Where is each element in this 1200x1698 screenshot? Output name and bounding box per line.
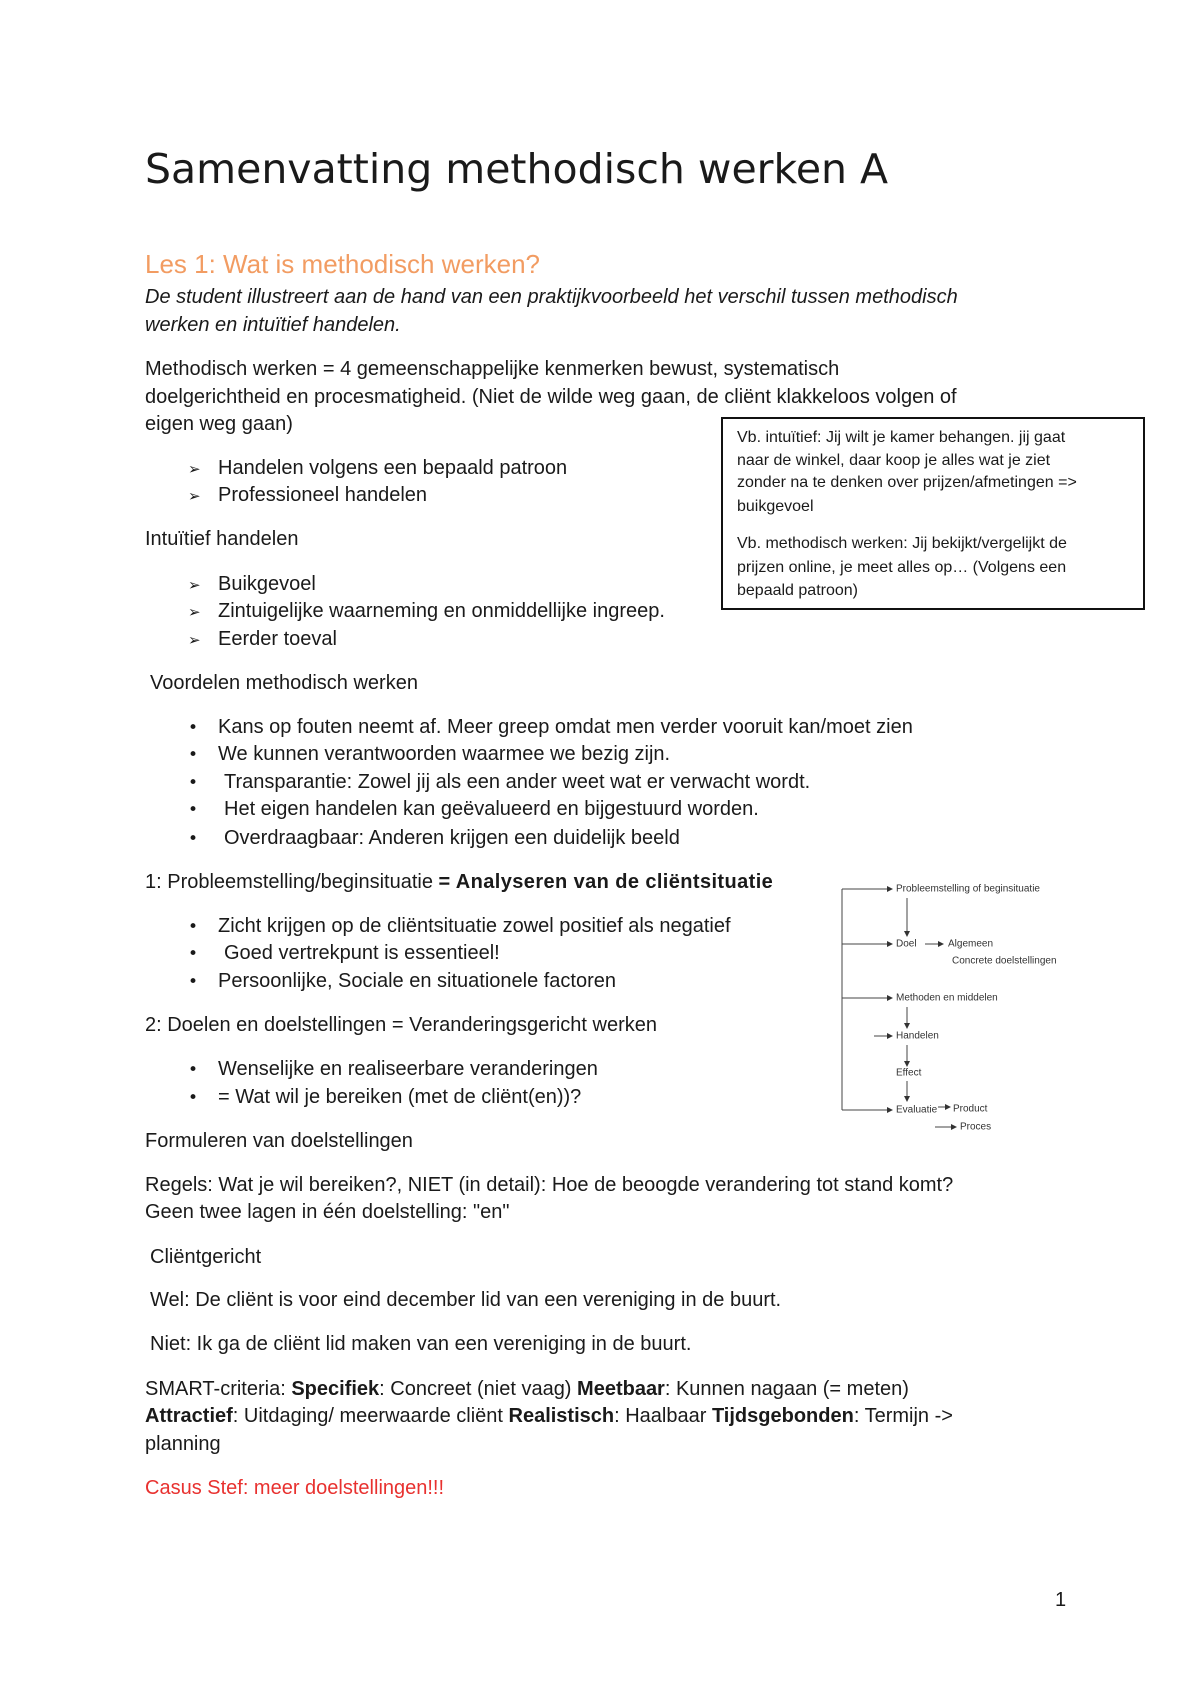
list-item <box>188 740 670 769</box>
definition-line: doelgerichtheid en procesmatigheid. (Niet de wilde weg gaan, de cliënt klakkeloos volgen of <box>145 386 957 408</box>
diagram-label-handelen: Handelen <box>896 1030 939 1042</box>
smart-text: : Kunnen nagaan (= meten) <box>664 1378 909 1400</box>
list-item-text: Eerder toeval <box>218 628 337 650</box>
smart-text: : Termijn -> <box>853 1405 953 1427</box>
diagram-label-effect: Effect <box>896 1067 922 1079</box>
list-item-text: Transparantie: Zowel jij als een ander weet wat er verwacht wordt. <box>224 771 811 793</box>
list-item <box>188 824 680 853</box>
example-line: Vb. methodisch werken: Jij bekijkt/vergelijkt de <box>737 535 1067 552</box>
list-item-text: Handelen volgens een bepaald patroon <box>218 457 568 479</box>
list-item-text: = Wat wil je bereiken (met de cliënt(en))? <box>218 1086 582 1108</box>
list-item-text: Kans op fouten neemt af. Meer greep omdat men verder vooruit kan/moet zien <box>218 716 913 738</box>
step1-label: 1: Probleemstelling/beginsituatie <box>145 871 439 893</box>
dot-bullet-icon: • <box>188 1060 199 1080</box>
dot-bullet-icon: • <box>188 718 199 738</box>
smart-term: Tijdsgebonden <box>711 1405 854 1427</box>
arrow-bullet-icon: ➢ <box>188 460 201 478</box>
section-label: Cliëntgericht <box>150 1246 262 1268</box>
smart-text: : Uitdaging/ meerwaarde cliënt <box>232 1405 509 1427</box>
objective-line: werken en intuïtief handelen. <box>145 314 401 336</box>
list-item-text: We kunnen verantwoorden waarmee we bezig zijn. <box>218 743 671 765</box>
smart-text: : Concreet (niet vaag) <box>379 1378 578 1400</box>
dot-bullet-icon: • <box>188 917 199 937</box>
list-item <box>188 768 810 797</box>
diagram-label-probleemstelling: Probleemstelling of beginsituatie <box>896 883 1040 895</box>
diagram-label-concreet: Concrete doelstellingen <box>952 955 1057 967</box>
list-item <box>188 795 759 824</box>
smart-term: Specifiek <box>291 1378 380 1400</box>
list-item <box>188 570 316 599</box>
dot-bullet-icon: • <box>188 773 199 793</box>
dot-bullet-icon: • <box>188 1088 199 1108</box>
example-callout-box <box>721 417 1145 610</box>
list-item <box>188 967 616 996</box>
lesson-heading: Les 1: Wat is methodisch werken? <box>145 249 540 279</box>
page-number: 1 <box>1055 1589 1067 1611</box>
smart-text: : Haalbaar <box>614 1405 712 1427</box>
list-item-text: Goed vertrekpunt is essentieel! <box>224 942 500 964</box>
step1-bold-label: = Analyseren van de cliëntsituatie <box>438 871 774 893</box>
list-item <box>188 454 567 483</box>
diagram-label-algemeen: Algemeen <box>948 938 994 950</box>
list-item <box>188 1055 598 1084</box>
dot-bullet-icon: • <box>188 800 199 820</box>
dot-bullet-icon: • <box>188 745 199 765</box>
smart-line: planning <box>145 1433 221 1455</box>
rules-line: Geen twee lagen in één doelstelling: "en" <box>145 1201 510 1223</box>
objective-line: De student illustreert aan de hand van een praktijkvoorbeeld het verschil tussen methodisch <box>145 286 958 308</box>
list-item-text: Zicht krijgen op de cliëntsituatie zowel positief als negatief <box>218 915 731 937</box>
definition-line: Methodisch werken = 4 gemeenschappelijke kenmerken bewust, systematisch <box>145 358 840 380</box>
step2-heading: 2: Doelen en doelstellingen = Veranderingsgericht werken <box>145 1014 658 1036</box>
process-diagram <box>830 870 1090 1140</box>
list-item <box>188 1083 581 1112</box>
arrow-bullet-icon: ➢ <box>188 631 201 649</box>
example-line: Vb. intuïtief: Jij wilt je kamer behangen. jij gaat <box>737 429 1066 446</box>
example-line: naar de winkel, daar koop je alles wat je ziet <box>737 452 1051 469</box>
list-item-text: Zintuigelijke waarneming en onmiddellijke ingreep. <box>218 600 665 622</box>
section-label: Intuïtief handelen <box>145 528 299 550</box>
dot-bullet-icon: • <box>188 944 199 964</box>
diagram-label-methoden: Methoden en middelen <box>896 992 998 1004</box>
smart-intro: SMART-criteria: <box>145 1378 292 1400</box>
smart-line <box>145 1375 909 1403</box>
list-item-text: Wenselijke en realiseerbare veranderingen <box>218 1058 598 1080</box>
dot-bullet-icon: • <box>188 972 199 992</box>
arrow-bullet-icon: ➢ <box>188 576 201 594</box>
list-item-text: Het eigen handelen kan geëvalueerd en bijgestuurd worden. <box>224 798 759 820</box>
smart-term: Realistisch <box>508 1405 615 1427</box>
example-line: prijzen online, je meet alles op… (Volgens een <box>737 559 1067 576</box>
list-item <box>188 481 427 510</box>
rules-line: Regels: Wat je wil bereiken?, NIET (in detail): Hoe de beoogde verandering tot stand komt? <box>145 1174 954 1196</box>
list-item-text: Buikgevoel <box>218 573 316 595</box>
example-line: buikgevoel <box>737 498 814 515</box>
arrow-bullet-icon: ➢ <box>188 603 201 621</box>
smart-term: Meetbaar <box>577 1378 665 1400</box>
casus-note: Casus Stef: meer doelstellingen!!! <box>145 1477 445 1499</box>
diagram-label-proces: Proces <box>960 1121 992 1133</box>
list-item <box>188 597 665 626</box>
section-label: Voordelen methodisch werken <box>150 672 418 694</box>
example-line: zonder na te denken over prijzen/afmetingen => <box>737 474 1077 491</box>
example-niet: Niet: Ik ga de cliënt lid maken van een vereniging in de buurt. <box>150 1333 692 1355</box>
list-item <box>188 912 731 941</box>
smart-line <box>145 1402 953 1430</box>
list-item <box>188 625 337 654</box>
diagram-label-evaluatie: Evaluatie <box>896 1104 938 1116</box>
section-label: Formuleren van doelstellingen <box>145 1130 413 1152</box>
example-wel: Wel: De cliënt is voor eind december lid van een vereniging in de buurt. <box>150 1289 782 1311</box>
diagram-label-product: Product <box>953 1103 988 1115</box>
dot-bullet-icon: • <box>188 829 199 849</box>
example-line: bepaald patroon) <box>737 582 858 599</box>
definition-line: eigen weg gaan) <box>145 413 293 435</box>
document-title: Samenvatting methodisch werken A <box>145 145 889 193</box>
diagram-label-doel: Doel <box>896 938 917 950</box>
step1-heading <box>145 868 773 896</box>
list-item <box>188 713 913 742</box>
list-item-text: Professioneel handelen <box>218 484 428 506</box>
arrow-bullet-icon: ➢ <box>188 487 201 505</box>
list-item-text: Overdraagbaar: Anderen krijgen een duidelijk beeld <box>224 827 680 849</box>
smart-term: Attractief <box>145 1405 233 1427</box>
list-item-text: Persoonlijke, Sociale en situationele factoren <box>218 970 617 992</box>
list-item <box>188 939 500 968</box>
